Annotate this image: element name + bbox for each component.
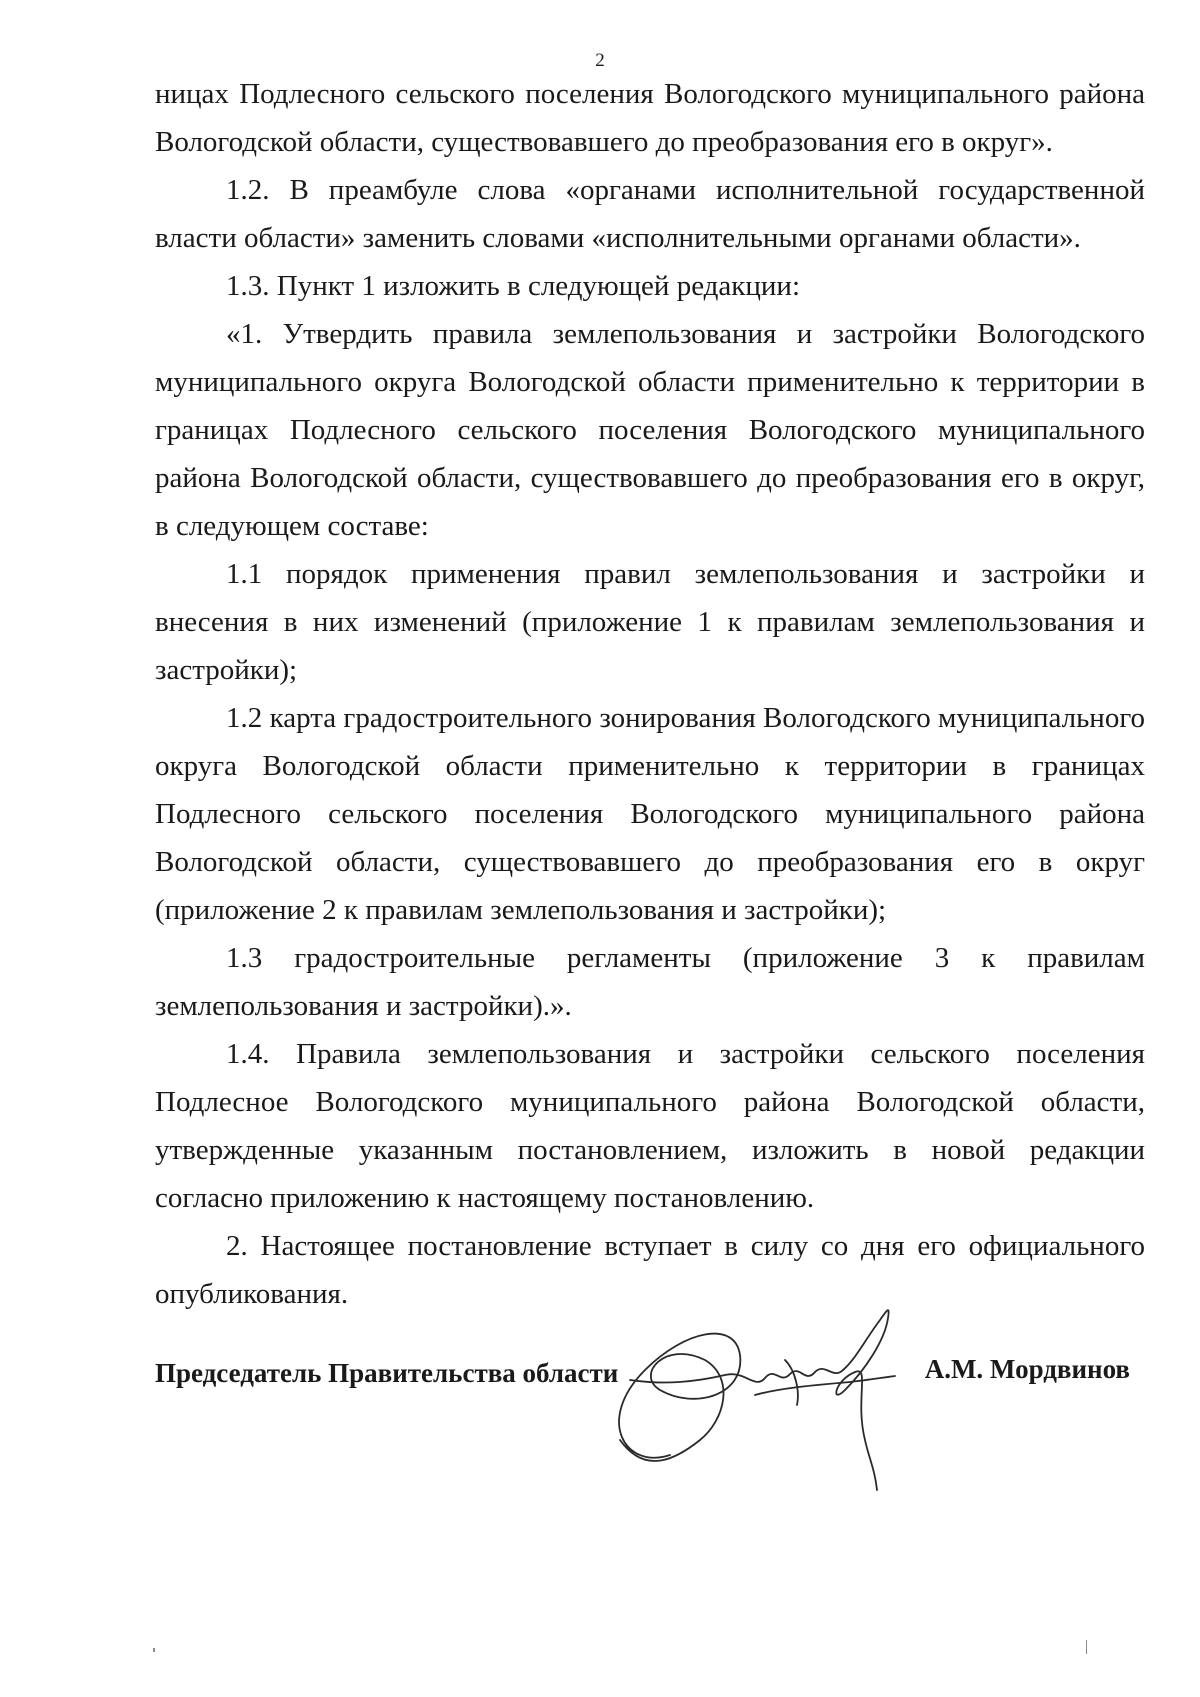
page-number: 2 (595, 50, 605, 71)
signatory-name: А.М. Мордвинов (924, 1354, 1130, 1384)
paragraph-subitem-1-2: 1.2 карта градостроительного зонирования Вологодского муниципального округа Вологодской области применительно к территории в границах Подлесного сельского поселения Вологодского муниципального района Вологодской области, существовавшего до преобразования его в округ (приложение 2 к правилам землепользования и застройки); (155, 702, 1145, 926)
document-body (155, 70, 1145, 1318)
signature-loop-large (619, 1334, 740, 1461)
signature-flourish (755, 1376, 895, 1395)
signatory-position: Председатель Правительства области (155, 1358, 619, 1388)
signature-stroke-tail (836, 1310, 888, 1490)
paragraph-1-3: 1.3. Пункт 1 изложить в следующей редакции: (226, 270, 801, 302)
paragraph-1-2: 1.2. В преамбуле слова «органами исполнительной государственной власти области» заменить словами «исполнительными органами области». (155, 174, 1145, 254)
paragraph-subitem-1-3: 1.3 градостроительные регламенты (приложение 3 к правилам землепользования и застройки).». (155, 942, 1145, 1022)
paragraph-continuation: ницах Подлесного сельского поселения Вологодского муниципального района Вологодской области, существовавшего до преобразования его в округ». (155, 78, 1145, 158)
paragraph-2: 2. Настоящее постановление вступает в силу со дня его официального опубликования. (155, 1230, 1145, 1310)
paragraph-subitem-1-1: 1.1 порядок применения правил землепользования и застройки и внесения в них изменений (приложение 1 к правилам землепользования и застройки); (155, 558, 1145, 686)
paragraph-1-4: 1.4. Правила землепользования и застройки сельского поселения Подлесное Вологодского муниципального района Вологодской области, утвержденные указанным постановлением, изложить в новой редакции согласно приложению к настоящему постановлению. (155, 1038, 1145, 1214)
signature-cross (785, 1360, 798, 1405)
scan-mark-left (153, 1648, 155, 1652)
paragraph-item-1: «1. Утвердить правила землепользования и застройки Вологодского муниципального округа Вологодской области применительно к территории в границах Подлесного сельского поселения Вологодского муниципального района Вологодской области, существовавшего до преобразования его в округ, в следующем составе: (155, 318, 1145, 542)
handwritten-signature (605, 1300, 975, 1510)
scan-mark-right (1086, 1640, 1087, 1654)
